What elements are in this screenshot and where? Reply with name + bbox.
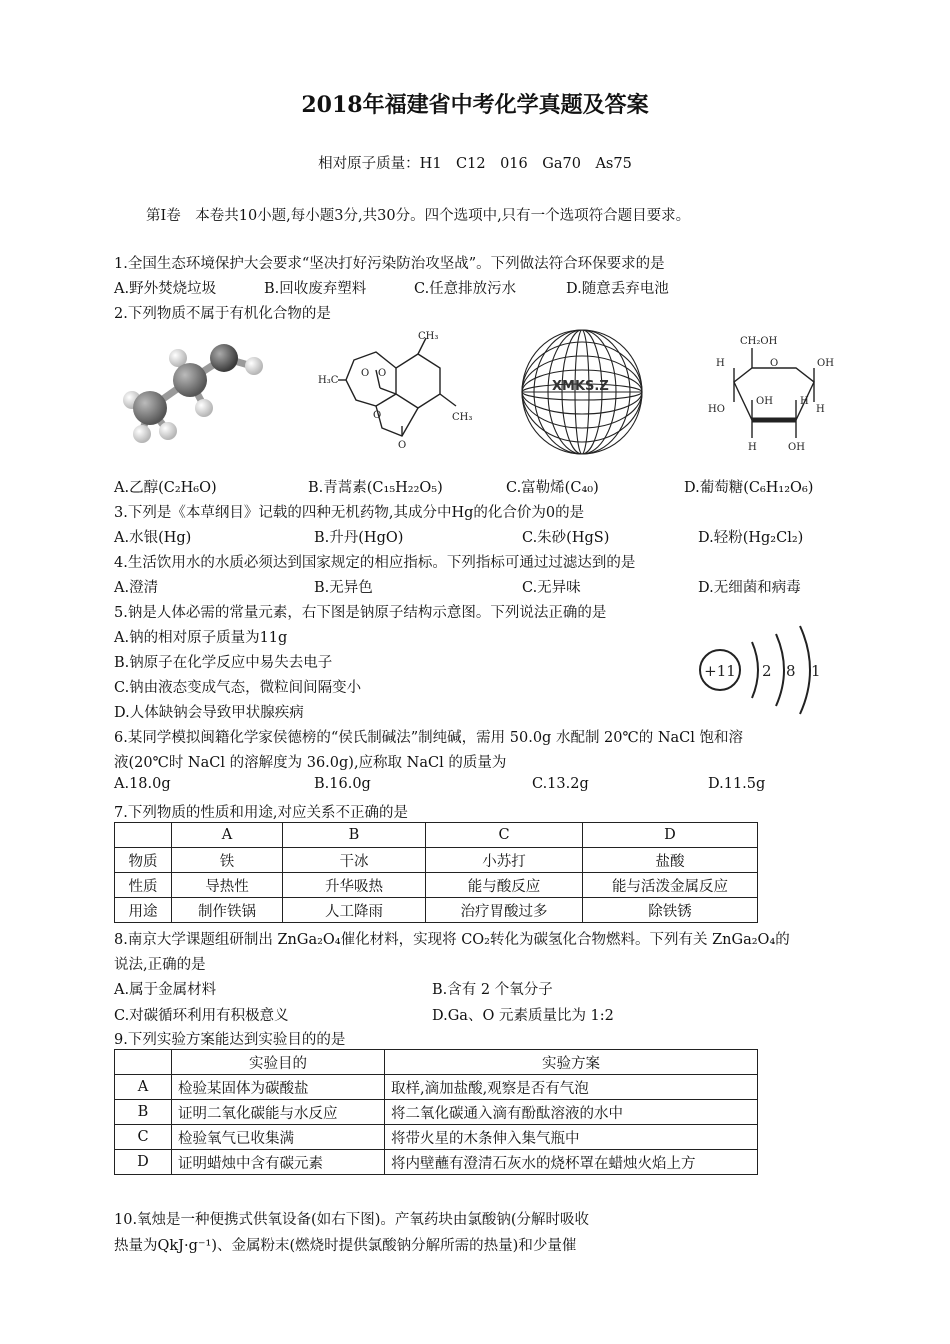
glucose-ring-o: O: [770, 358, 779, 369]
q5-option-c: C.钠由液态变成气态，微粒间间隔变小: [114, 680, 362, 696]
glucose-ch2oh: CH₂OH: [740, 336, 778, 347]
q4-stem: 4.生活饮用水的水质必须达到国家规定的相应指标。下列指标可通过过滤达到的是: [114, 555, 636, 571]
q7-header-cell: D: [583, 823, 758, 848]
q7-row: [115, 873, 758, 898]
q9-cell: 证明蜡烛中含有碳元素: [172, 1150, 385, 1175]
q4-option-b: B.无异色: [314, 580, 373, 596]
q3-option-d: D.轻粉(Hg₂Cl₂): [698, 530, 804, 546]
q7-header-cell: B: [283, 823, 426, 848]
q6-option-b: B.16.0g: [314, 776, 371, 792]
glucose-h3: H: [800, 396, 809, 407]
q9-cell: 证明二氧化碳能与水反应: [172, 1100, 385, 1125]
glucose-ho: HO: [708, 404, 725, 415]
glucose-oh1: OH: [817, 358, 834, 369]
q8-option-b: B.含有 2 个氧分子: [432, 982, 553, 998]
q7-cell: 物质: [115, 848, 172, 873]
artemisinin-o3: O: [373, 410, 382, 421]
q7-table: [114, 822, 758, 923]
q9-header-cell: 实验目的: [172, 1050, 385, 1075]
shell-3-electrons: 1: [811, 662, 821, 680]
q9-row: [115, 1125, 758, 1150]
q9-header-cell: 实验方案: [385, 1050, 758, 1075]
q9-header-row: [115, 1050, 758, 1075]
q9-cell: B: [115, 1100, 172, 1125]
q7-cell: 治疗胃酸过多: [426, 898, 583, 923]
q8-option-d: D.Ga、O 元素质量比为 1:2: [432, 1008, 614, 1024]
page-title: 2018年福建省中考化学真题及答案: [301, 92, 649, 118]
q7-cell: 干冰: [283, 848, 426, 873]
q1-option-b: B.回收废弃塑料: [264, 281, 367, 297]
glucose-oh3: OH: [788, 442, 805, 453]
glucose-h4: H: [748, 442, 757, 453]
q9-cell: 将内壁蘸有澄清石灰水的烧杯罩在蜡烛火焰上方: [385, 1150, 758, 1175]
q6-line2: 液(20℃时 NaCl 的溶解度为 36.0g),应称取 NaCl 的质量为: [114, 755, 507, 771]
q7-cell: 人工降雨: [283, 898, 426, 923]
glucose-h1: H: [716, 358, 725, 369]
q9-cell: C: [115, 1125, 172, 1150]
q8-line2: 说法,正确的是: [114, 957, 206, 973]
q7-cell: 小苏打: [426, 848, 583, 873]
q3-option-c: C.朱砂(HgS): [522, 530, 610, 546]
q9-row: [115, 1100, 758, 1125]
q1-option-d: D.随意丢弃电池: [566, 281, 669, 297]
q2-option-d: D.葡萄糖(C₆H₁₂O₆): [684, 480, 814, 496]
fullerene-cage-image: [512, 326, 652, 458]
q6-option-d: D.11.5g: [708, 776, 766, 792]
q9-table: [114, 1049, 758, 1175]
q2-option-c: C.富勒烯(C₄₀): [506, 480, 599, 496]
q7-cell: 盐酸: [583, 848, 758, 873]
ethanol-model-image: [112, 330, 272, 450]
fullerene-watermark: XMKS.Z: [552, 379, 609, 394]
q9-cell: 检验某固体为碳酸盐: [172, 1075, 385, 1100]
q7-cell: 铁: [172, 848, 283, 873]
q3-stem: 3.下列是《本草纲目》记载的四种无机药物,其成分中Hg的化合价为0的是: [114, 505, 585, 521]
q7-header-cell: [115, 823, 172, 848]
shell-2-electrons: 8: [786, 662, 796, 680]
glucose-oh2: OH: [756, 396, 773, 407]
q7-cell: 升华吸热: [283, 873, 426, 898]
q2-option-a: A.乙醇(C₂H₆O): [114, 480, 217, 496]
q1-option-a: A.野外焚烧垃圾: [114, 281, 217, 297]
q8-option-c: C.对碳循环利用有积极意义: [114, 1008, 289, 1024]
q9-cell: D: [115, 1150, 172, 1175]
artemisinin-o2: O: [378, 368, 387, 379]
nucleus-charge: +11: [704, 662, 736, 680]
artemisinin-structure-image: [318, 330, 488, 455]
q7-header-cell: C: [426, 823, 583, 848]
q7-row: [115, 848, 758, 873]
q3-option-b: B.升丹(HgO): [314, 530, 404, 546]
q9-header-cell: [115, 1050, 172, 1075]
q9-row: [115, 1150, 758, 1175]
sodium-atom-diagram: [690, 620, 830, 720]
q9-cell: A: [115, 1075, 172, 1100]
q7-header-cell: A: [172, 823, 283, 848]
q3-option-a: A.水银(Hg): [114, 530, 192, 546]
q7-cell: 除铁锈: [583, 898, 758, 923]
q5-option-b: B.钠原子在化学反应中易失去电子: [114, 655, 333, 671]
shell-1-electrons: 2: [762, 662, 772, 680]
svg-text:CH₂OH H O OH H: [708, 336, 837, 453]
q7-header-row: [115, 823, 758, 848]
q5-stem: 5.钠是人体必需的常量元素，右下图是钠原子结构示意图。下列说法正确的是: [114, 605, 607, 621]
q2-stem: 2.下列物质不属于有机化合物的是: [114, 306, 331, 322]
q10-line1: 10.氧烛是一种便携式供氧设备(如右下图)。产氧药块由氯酸钠(分解时吸收: [114, 1212, 590, 1228]
section-header: 第Ⅰ卷 本卷共10小题,每小题3分,共30分。四个选项中,只有一个选项符合题目要求。: [146, 208, 691, 224]
q5-option-d: D.人体缺钠会导致甲状腺疾病: [114, 705, 304, 721]
q1-stem: 1.全国生态环境保护大会要求“坚决打好污染防治攻坚战”。下列做法符合环保要求的是: [114, 256, 665, 272]
artemisinin-h3c: H₃C: [318, 375, 339, 386]
artemisinin-o1: O: [361, 368, 370, 379]
q6-option-a: A.18.0g: [114, 776, 171, 792]
artemisinin-ch3-right: CH₃: [452, 412, 473, 423]
q7-cell: 能与活泼金属反应: [583, 873, 758, 898]
q9-cell: 将二氧化碳通入滴有酚酞溶液的水中: [385, 1100, 758, 1125]
q7-cell: 用途: [115, 898, 172, 923]
q9-stem: 9.下列实验方案能达到实验目的的是: [114, 1032, 346, 1048]
q7-row: [115, 898, 758, 923]
q4-option-c: C.无异味: [522, 580, 581, 596]
q1-option-c: C.任意排放污水: [414, 281, 517, 297]
q5-option-a: A.钠的相对原子质量为11g: [114, 630, 288, 646]
q7-cell: 制作铁锅: [172, 898, 283, 923]
q7-cell: 性质: [115, 873, 172, 898]
q9-row: [115, 1075, 758, 1100]
q6-line1: 6.某同学模拟闽籍化学家侯德榜的“侯氏制碱法”制纯碱，需用 50.0g 水配制 20℃的 NaCl 饱和溶: [114, 730, 744, 746]
q8-option-a: A.属于金属材料: [114, 982, 217, 998]
glucose-structure-image: [704, 330, 844, 455]
artemisinin-o4: O: [398, 440, 407, 451]
q7-cell: 导热性: [172, 873, 283, 898]
q9-cell: 将带火星的木条伸入集气瓶中: [385, 1125, 758, 1150]
q8-line1: 8.南京大学课题组研制出 ZnGa₂O₄催化材料，实现将 CO₂转化为碳氢化合物燃料。下列有关 ZnGa₂O₄的: [114, 932, 790, 948]
artemisinin-ch3-top: CH₃: [418, 331, 439, 342]
q2-option-b: B.青蒿素(C₁₅H₂₂O₅): [308, 480, 443, 496]
q6-option-c: C.13.2g: [532, 776, 589, 792]
q4-option-d: D.无细菌和病毒: [698, 580, 801, 596]
q4-option-a: A.澄清: [114, 580, 159, 596]
q9-cell: 检验氧气已收集满: [172, 1125, 385, 1150]
q10-line2: 热量为QkJ·g⁻¹)、金属粉末(燃烧时提供氯酸钠分解所需的热量)和少量催: [114, 1238, 577, 1254]
glucose-h2: H: [816, 404, 825, 415]
atomic-mass-line: 相对原子质量：H1 C12 016 Ga70 As75: [318, 156, 632, 172]
q7-stem: 7.下列物质的性质和用途,对应关系不正确的是: [114, 805, 408, 821]
q9-cell: 取样,滴加盐酸,观察是否有气泡: [385, 1075, 758, 1100]
q7-cell: 能与酸反应: [426, 873, 583, 898]
